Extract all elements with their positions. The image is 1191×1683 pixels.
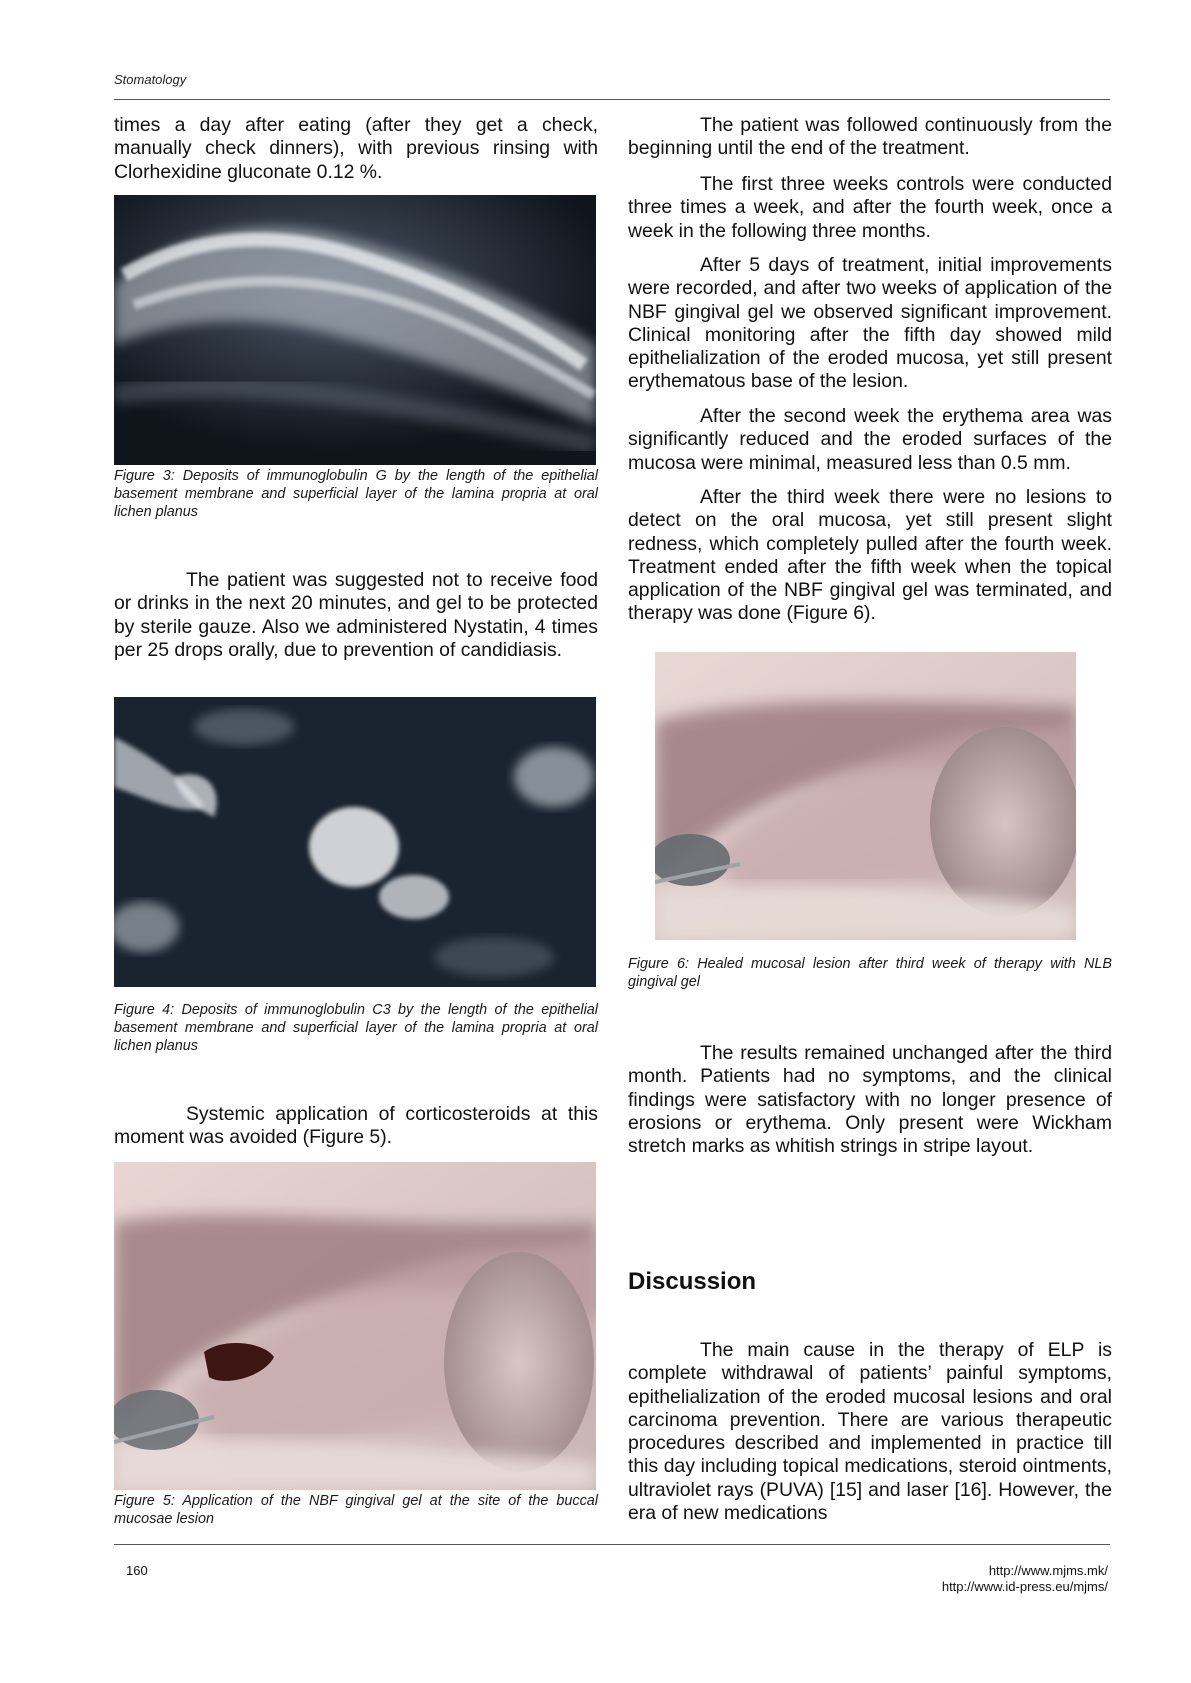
right-paragraph-1: The patient was followed continuously from the beginning until the end of the treatment. [628, 114, 1112, 160]
figure-3-image [114, 195, 596, 465]
right-paragraph-5: After the third week there were no lesions to detect on the oral mucosa, yet still present slight redness, which completely pulled after the fourth week. Treatment ended after the fifth week when the topical application of the NBF gingival gel was terminated, and therapy was done (Figure 6). [628, 486, 1112, 625]
footer-url-2[interactable]: http://www.id-press.eu/mjms/ [941, 1579, 1108, 1594]
figure-6-image [655, 652, 1076, 940]
footer-urls [942, 1563, 1108, 1595]
left-paragraph-3: Systemic application of corticosteroids at this moment was avoided (Figure 5). [114, 1103, 598, 1149]
right-paragraph-6: The results remained unchanged after the third month. Patients had no symptoms, and the clinical findings were satisfactory with no longer presence of erosions or erythema. Only present were Wickham stretch marks as whitish strings in stripe layout. [628, 1042, 1112, 1158]
right-paragraph-2: The first three weeks controls were conducted three times a week, and after the fourth week, once a week in the following three months. [628, 173, 1112, 242]
footer-rule [114, 1544, 1110, 1545]
header-rule [114, 99, 1110, 100]
discussion-heading: Discussion [628, 1268, 757, 1295]
left-paragraph-1: times a day after eating (after they get a check, manually check dinners), with previous rinsing with Clorhexidine gluconate 0.12 %. [114, 114, 598, 183]
figure-3-caption: Figure 3: Deposits of immunoglobulin G by the length of the epithelial basement membrane and superficial layer of the lamina propria at oral lichen planus [114, 468, 598, 520]
footer-url-1[interactable]: http://www.mjms.mk/ [988, 1563, 1108, 1578]
right-paragraph-4: After the second week the erythema area was significantly reduced and the eroded surfaces of the mucosa were minimal, measured less than 0.5 mm. [628, 405, 1112, 474]
figure-4-image [114, 697, 596, 987]
right-paragraph-3: After 5 days of treatment, initial improvements were recorded, and after two weeks of application of the NBF gingival gel we observed significant improvement. Clinical monitoring after the fifth day showed mild epithelialization of the eroded mucosa, yet still present erythematous base of the lesion. [628, 254, 1112, 393]
left-paragraph-2: The patient was suggested not to receive food or drinks in the next 20 minutes, and gel to be protected by sterile gauze. Also we administered Nystatin, 4 times per 25 drops orally, due to prevention of candidiasis. [114, 569, 598, 661]
figure-5-caption: Figure 5: Application of the NBF gingival gel at the site of the buccal mucosae lesion [114, 1493, 598, 1527]
right-paragraph-7: The main cause in the therapy of ELP is complete withdrawal of patients’ painful symptoms, epithelialization of the eroded mucosal lesions and oral carcinoma prevention. There are various therapeutic procedures described and implemented in practice till this day including topical medications, steroid ointments, ultraviolet rays (PUVA) [15] and laser [16]. However, the era of new medications [628, 1339, 1112, 1525]
figure-5-image [114, 1162, 596, 1490]
page-number: 160 [126, 1563, 148, 1578]
figure-6-caption: Figure 6: Healed mucosal lesion after third week of therapy with NLB gingival gel [628, 956, 1112, 990]
figure-4-caption: Figure 4: Deposits of immunoglobulin C3 by the length of the epithelial basement membrane and superficial layer of the lamina propria at oral lichen planus [114, 1002, 598, 1054]
running-header: Stomatology [114, 72, 187, 87]
